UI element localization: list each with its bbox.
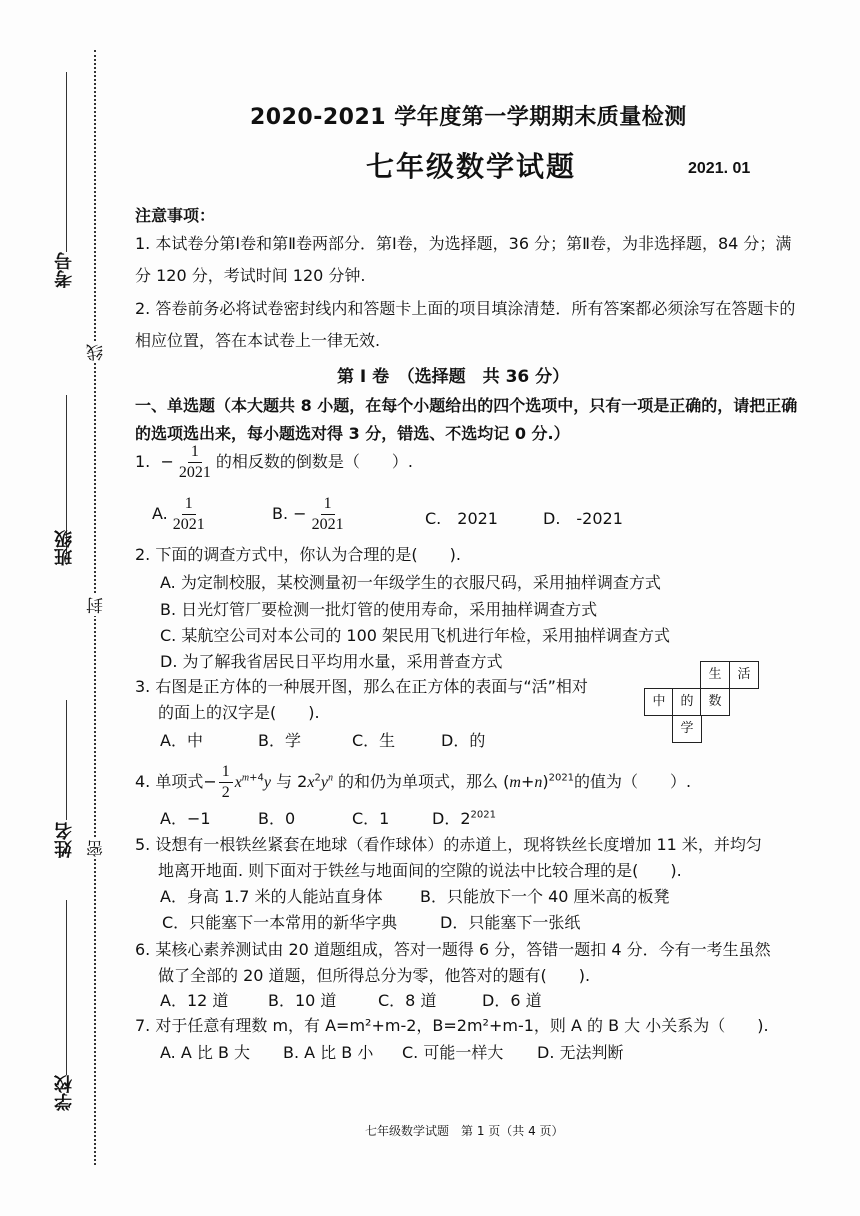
school-line	[66, 900, 67, 1075]
q1-option-d: D. -2021	[543, 509, 623, 528]
q4-option-c: C．1	[352, 809, 390, 828]
net-cell-sheng: 生	[700, 661, 730, 689]
q4-option-b: B．0	[258, 809, 296, 828]
q1-option-b: B. − $\frac{1}{2021}$	[272, 495, 344, 533]
name-line	[66, 700, 67, 820]
q5-option-c: C．只能塞下一本常用的新华字典	[162, 913, 398, 932]
school-label: 学校	[54, 1075, 75, 1111]
name-label: 姓名	[54, 822, 75, 858]
question-7: 7. 对于任意有理数 m，有 A=m²+m-2，B=2m²+m-1，则 A 的 B 大 小关系为（ ).	[135, 1016, 769, 1035]
part-instructions: 一、单选题（本大题共 8 小题，在每个小题给出的四个选项中，只有一项是正确的，请把正确的选项选出来，每小题选对得 3 分，错选、不选均记 0 分.）	[135, 396, 798, 443]
exam-title: 2020-2021 学年度第一学期期末质量检测	[250, 105, 687, 130]
q3-option-d: D．的	[441, 731, 486, 750]
net-cell-zhong: 中	[644, 688, 674, 716]
question-1: 1. − $\frac{1}{2021}$ 的相反数的倒数是（ ）.	[135, 443, 413, 481]
question-3-line1: 3. 右图是正方体的一种展开图，那么在正方体的表面与“活”相对	[135, 677, 588, 696]
exam-date: 2021. 01	[688, 160, 751, 177]
exam-number-label: 考号	[54, 252, 75, 288]
seal-mark-secret: 密	[84, 838, 109, 859]
q7-option-d: D. 无法判断	[537, 1043, 624, 1062]
question-6-line2: 做了全部的 20 道题，但所得总分为零，他答对的题有( ).	[158, 966, 591, 985]
net-cell-xue: 学	[672, 715, 702, 743]
q1-option-a: A. $\frac{1}{2021}$	[152, 495, 205, 533]
q3-option-c: C．生	[352, 731, 396, 750]
q4-option-a: A．−1	[160, 809, 211, 828]
q4-option-d: D．$2^{2021}$	[432, 809, 496, 828]
q5-option-a: A．身高 1.7 米的人能站直身体	[160, 887, 383, 906]
net-cell-huo: 活	[729, 661, 759, 689]
q6-option-c: C．8 道	[378, 991, 437, 1010]
question-3-line2: 的面上的汉字是( ).	[158, 703, 320, 722]
exam-subtitle: 七年级数学试题	[366, 150, 577, 183]
seal-mark-seal: 封	[84, 595, 109, 616]
q3-option-a: A．中	[160, 731, 203, 750]
question-4: 4. 单项式− $\frac{1}{2}$ $x^{m+4}y$ 与 $2x^2y^n$ 的和仍为单项式，那么 $(m+n)^{2021}$的值为（ ）.	[135, 763, 692, 801]
q6-option-d: D．6 道	[482, 991, 542, 1010]
net-cell-shu: 数	[700, 688, 730, 716]
q6-option-a: A．12 道	[160, 991, 229, 1010]
notes-title: 注意事项：	[135, 206, 216, 225]
exam-number-line	[66, 72, 67, 252]
q3-option-b: B．学	[258, 731, 301, 750]
q7-option-c: C. 可能一样大	[402, 1043, 504, 1062]
q2-option-d: D. 为了解我省居民日平均用水量，采用普查方式	[160, 652, 503, 671]
net-cell-de: 的	[672, 688, 702, 716]
seal-mark-line: 线	[84, 342, 109, 363]
q1-option-c: C. 2021	[425, 509, 498, 528]
q7-option-a: A. A 比 B 大	[160, 1043, 251, 1062]
question-2: 2. 下面的调查方式中，你认为合理的是( ).	[135, 545, 461, 564]
q6-option-b: B．10 道	[268, 991, 337, 1010]
section-title: 第 Ⅰ 卷 （选择题 共 36 分）	[337, 367, 570, 387]
question-5-line1: 5. 设想有一根铁丝紧套在地球（看作球体）的赤道上，现将铁丝长度增加 11 米，并均匀	[135, 835, 762, 854]
question-6-line1: 6. 某核心素养测试由 20 道题组成，答对一题得 6 分，答错一题扣 4 分．今有一考生虽然	[135, 940, 771, 959]
page-footer: 七年级数学试题 第 1 页（共 4 页）	[365, 1124, 564, 1138]
class-label: 班级	[54, 530, 75, 566]
question-5-line2: 地离开地面. 则下面对于铁丝与地面间的空隙的说法中比较合理的是( ).	[158, 861, 682, 880]
q7-option-b: B. A 比 B 小	[283, 1043, 374, 1062]
note-item-1: 1. 本试卷分第Ⅰ卷和第Ⅱ卷两部分．第Ⅰ卷，为选择题，36 分；第Ⅱ卷，为非选择题，84 分；满分 120 分，考试时间 120 分钟.	[135, 234, 792, 285]
q2-option-a: A. 为定制校服，某校测量初一年级学生的衣服尺码，采用抽样调查方式	[160, 573, 661, 592]
q2-option-c: C. 某航空公司对本公司的 100 架民用飞机进行年检，采用抽样调查方式	[160, 626, 671, 645]
q2-option-b: B. 日光灯管厂要检测一批灯管的使用寿命，采用抽样调查方式	[160, 600, 598, 619]
q5-option-b: B．只能放下一个 40 厘米高的板凳	[420, 887, 670, 906]
q5-option-d: D．只能塞下一张纸	[440, 913, 581, 932]
note-item-2: 2. 答卷前务必将试卷密封线内和答题卡上面的项目填涂清楚．所有答案都必须涂写在答题卡的相应位置，答在本试卷上一律无效.	[135, 299, 796, 350]
